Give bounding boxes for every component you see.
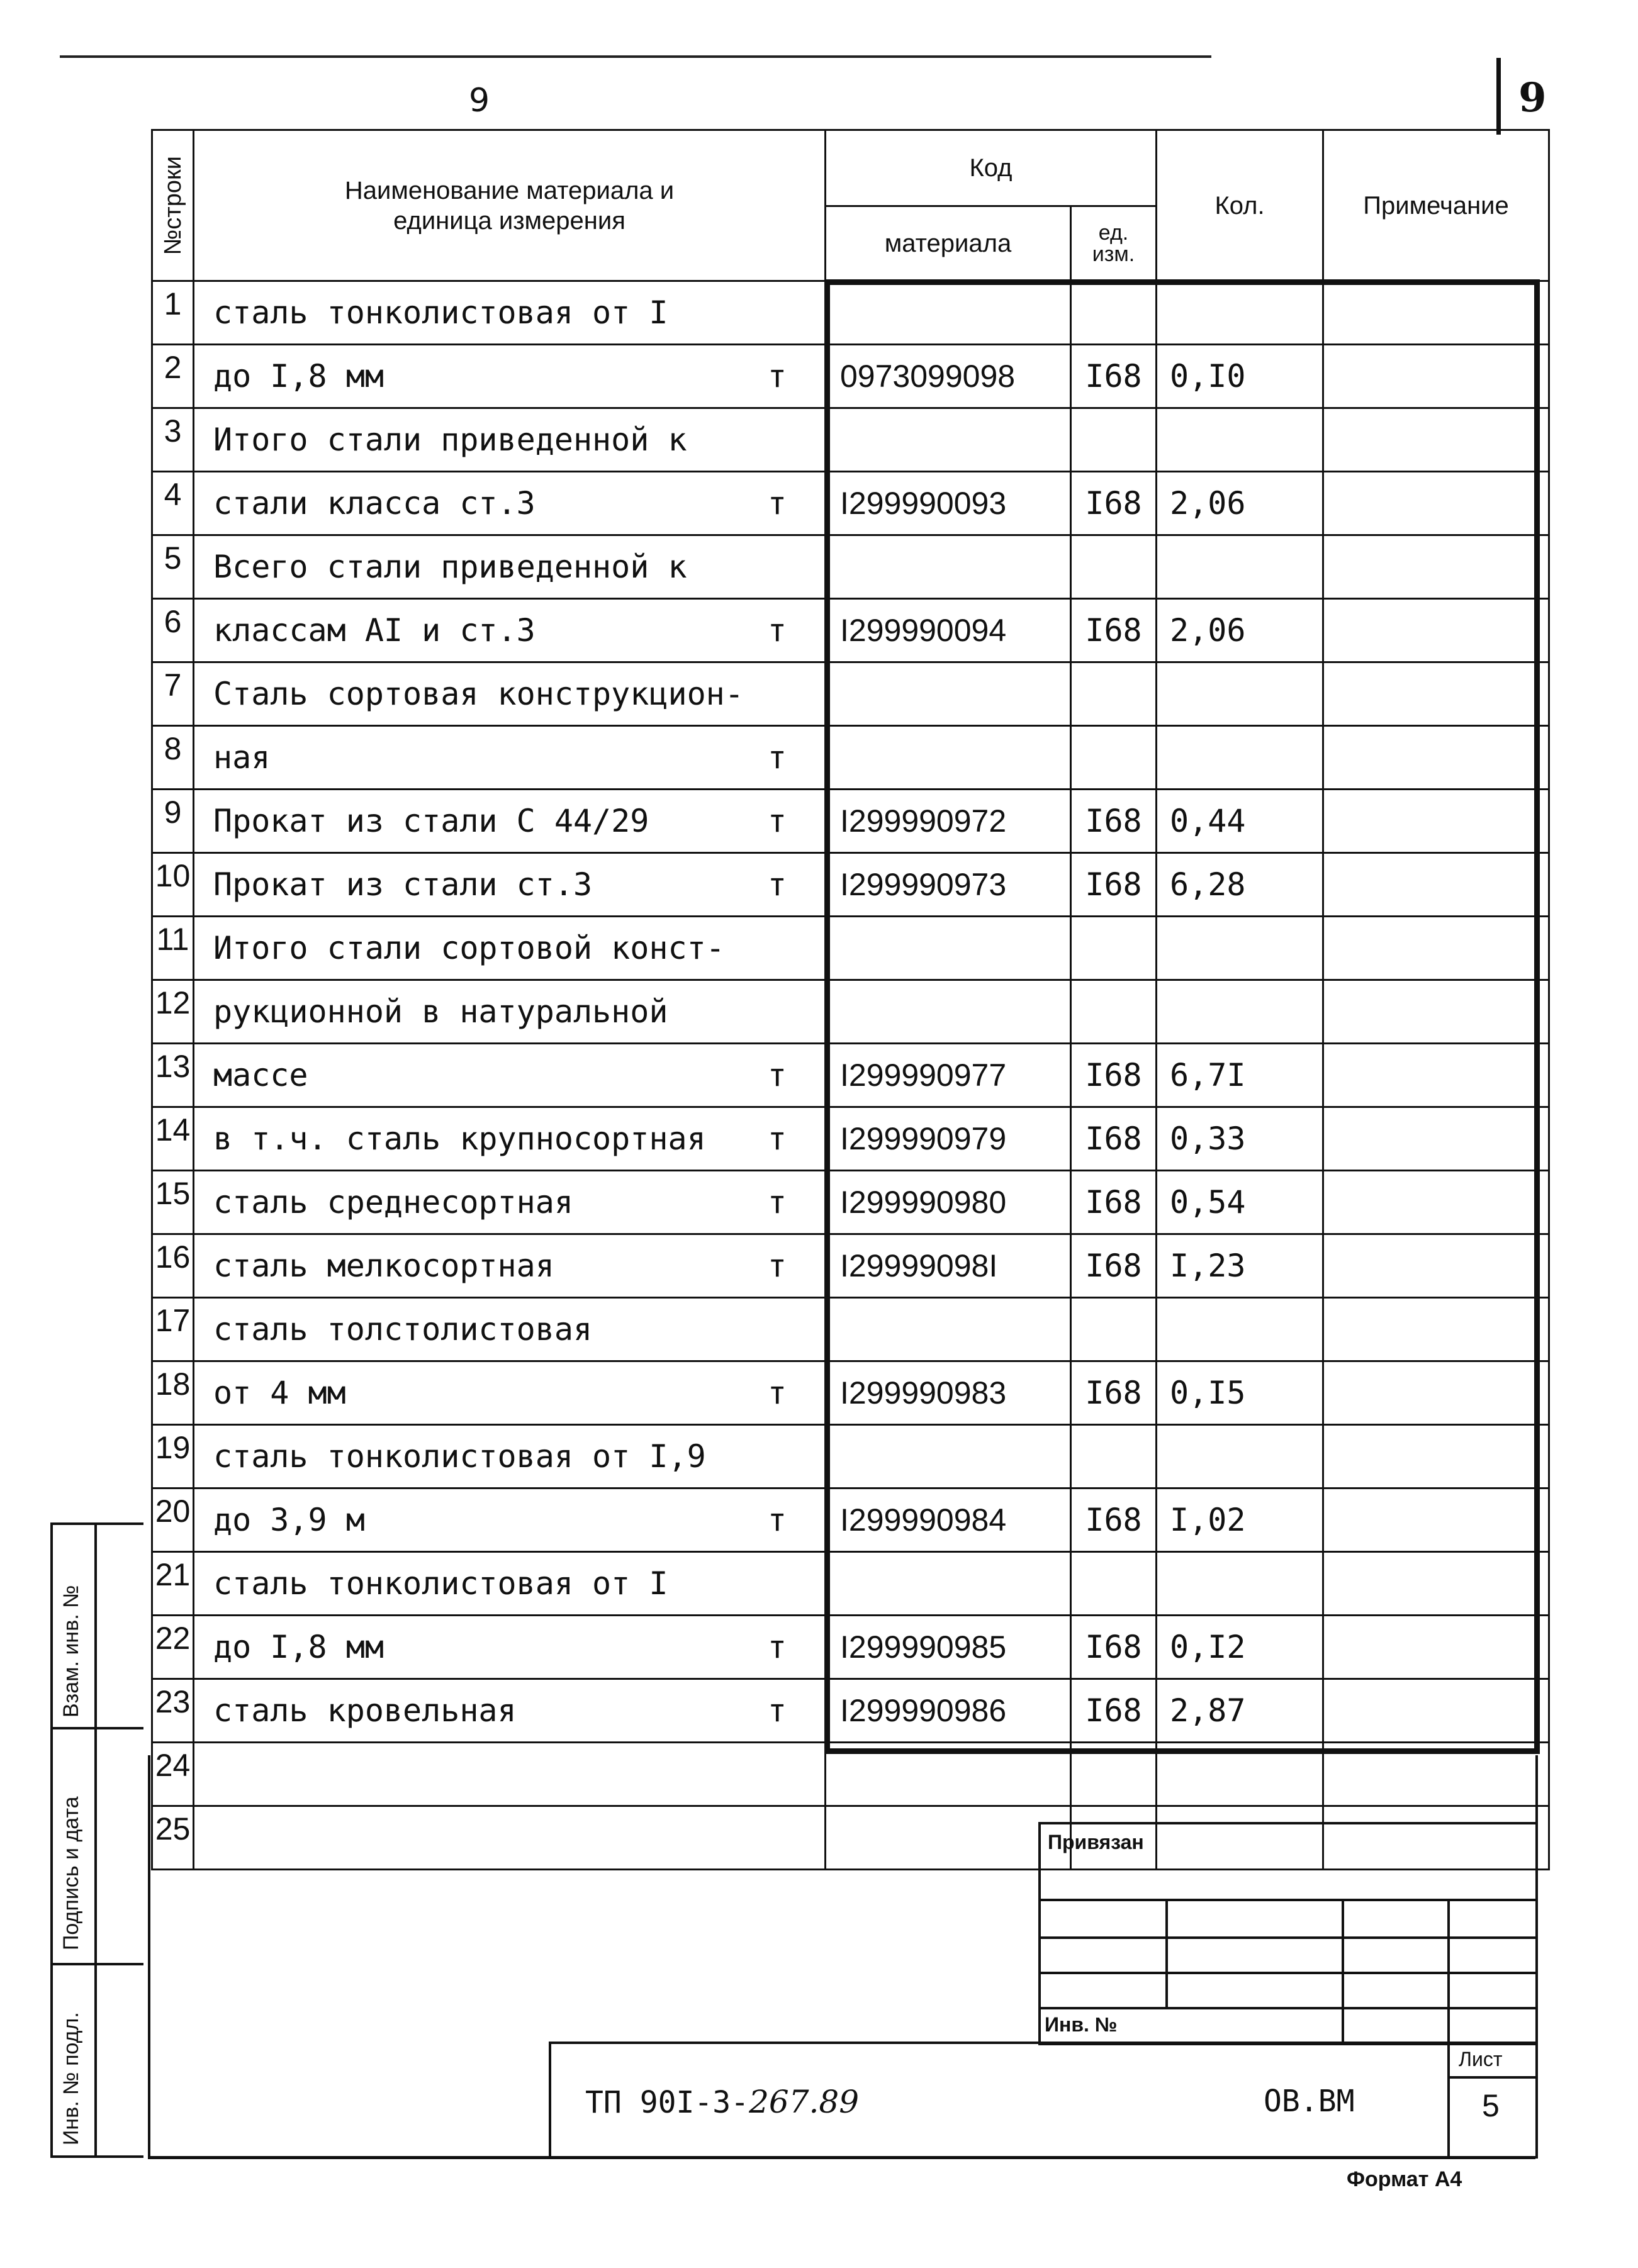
unit-code: [1071, 1743, 1157, 1806]
material-name: сталь тонколистовая от I,9: [213, 1438, 706, 1475]
unit-code: I68: [1071, 1044, 1157, 1107]
quantity: [1157, 1552, 1323, 1616]
materials-table: [151, 129, 1550, 1870]
material-name: классам AI и ст.3: [213, 612, 536, 649]
material-code: [826, 726, 1071, 790]
margin-swap-inventory: Взам. инв. №: [59, 1585, 83, 1718]
material-name-cell: [194, 917, 826, 980]
quantity: 6,28: [1157, 853, 1323, 917]
unit-code: [1071, 281, 1157, 345]
row-number: 23: [152, 1679, 194, 1743]
margin-divider: [50, 1522, 143, 1525]
row-number: 16: [152, 1234, 194, 1298]
table-row: [152, 599, 1549, 662]
corner-mark: [1496, 58, 1501, 135]
row-number: 24: [152, 1743, 194, 1806]
measure-unit: т: [767, 1375, 787, 1411]
note: [1323, 1489, 1549, 1552]
header-name: Наименование материала и единица измерения: [194, 130, 826, 281]
unit-code: [1071, 1425, 1157, 1489]
unit-code: [1071, 408, 1157, 472]
row-number: 19: [152, 1425, 194, 1489]
table-row: [152, 1616, 1549, 1679]
material-name: до 3,9 м: [213, 1502, 365, 1538]
table-row: [152, 1489, 1549, 1552]
material-name-cell: [194, 1552, 826, 1616]
material-name: сталь тонколистовая от I: [213, 294, 668, 331]
unit-code: I68: [1071, 345, 1157, 408]
table-row: [152, 853, 1549, 917]
unit-code: I68: [1071, 1234, 1157, 1298]
table-row: [152, 662, 1549, 726]
material-code: I299990986: [826, 1679, 1071, 1743]
unit-code: I68: [1071, 1171, 1157, 1234]
header-qty: Кол.: [1157, 130, 1323, 281]
material-name-cell: [194, 1298, 826, 1361]
row-number: 22: [152, 1616, 194, 1679]
binding-col: [1165, 1899, 1168, 2007]
material-code: I299990977: [826, 1044, 1071, 1107]
row-number: 9: [152, 790, 194, 853]
quantity: [1157, 281, 1323, 345]
quantity: 0,33: [1157, 1107, 1323, 1171]
measure-unit: т: [767, 358, 787, 394]
row-number: 8: [152, 726, 194, 790]
material-code: [826, 1806, 1071, 1870]
material-name-cell: [194, 1616, 826, 1679]
material-name-cell: [194, 1489, 826, 1552]
unit-code: [1071, 726, 1157, 790]
unit-code: I68: [1071, 790, 1157, 853]
quantity: 0,I2: [1157, 1616, 1323, 1679]
quantity: I,02: [1157, 1489, 1323, 1552]
material-name: рукционной в натуральной: [213, 993, 668, 1030]
section-code: ОВ.ВМ: [1264, 2084, 1355, 2119]
material-name-cell: [194, 345, 826, 408]
table-row: [152, 408, 1549, 472]
material-name: сталь толстолистовая: [213, 1311, 593, 1348]
table-row: [152, 1552, 1549, 1616]
material-code: [826, 408, 1071, 472]
table-row: [152, 1044, 1549, 1107]
note: [1323, 1679, 1549, 1743]
material-code: I299990094: [826, 599, 1071, 662]
material-name: сталь мелкосортная: [213, 1248, 554, 1284]
note: [1323, 408, 1549, 472]
material-name-cell: [194, 662, 826, 726]
material-code: I299990985: [826, 1616, 1071, 1679]
table-row: [152, 790, 1549, 853]
top-rule: [60, 55, 1211, 58]
binding-label: Привязан: [1048, 1831, 1144, 1853]
material-name-cell: [194, 281, 826, 345]
margin-divider: [50, 1963, 143, 1965]
unit-code: I68: [1071, 1361, 1157, 1425]
row-number: 1: [152, 281, 194, 345]
table-row: [152, 1361, 1549, 1425]
table-row: [152, 535, 1549, 599]
material-code: [826, 281, 1071, 345]
material-name: ная: [213, 739, 271, 776]
unit-code: I68: [1071, 853, 1157, 917]
unit-code: I68: [1071, 1679, 1157, 1743]
material-name-cell: [194, 1425, 826, 1489]
binding-line: [1038, 1899, 1538, 1901]
inventory-label: Инв. №: [1045, 2013, 1118, 2036]
quantity: [1157, 726, 1323, 790]
measure-unit: т: [767, 612, 787, 649]
quantity: [1157, 662, 1323, 726]
material-code: I299990980: [826, 1171, 1071, 1234]
material-name-cell: [194, 1107, 826, 1171]
table-row: [152, 1171, 1549, 1234]
note: [1323, 1298, 1549, 1361]
row-number: 18: [152, 1361, 194, 1425]
measure-unit: т: [767, 1120, 787, 1157]
material-name-cell: [194, 1171, 826, 1234]
material-name-cell: [194, 1743, 826, 1806]
material-name-cell: [194, 980, 826, 1044]
note: [1323, 535, 1549, 599]
material-name: до I,8 мм: [213, 1629, 384, 1665]
material-code: I299990983: [826, 1361, 1071, 1425]
quantity: 0,I5: [1157, 1361, 1323, 1425]
material-name-cell: [194, 1044, 826, 1107]
quantity: 6,7I: [1157, 1044, 1323, 1107]
table-row: [152, 281, 1549, 345]
material-name-cell: [194, 599, 826, 662]
material-name-cell: [194, 726, 826, 790]
unit-code: I68: [1071, 599, 1157, 662]
row-number: 12: [152, 980, 194, 1044]
quantity: 0,I0: [1157, 345, 1323, 408]
material-code: [826, 1298, 1071, 1361]
material-code: I299990984: [826, 1489, 1071, 1552]
frame-left: [148, 1755, 150, 2158]
row-number: 5: [152, 535, 194, 599]
binding-block: [1038, 1822, 1538, 2045]
note: [1323, 1234, 1549, 1298]
note: [1323, 1552, 1549, 1616]
document-code: ТП 90I-3-267.89: [585, 2084, 860, 2120]
unit-code: I68: [1071, 1489, 1157, 1552]
material-name-cell: [194, 853, 826, 917]
quantity: 0,54: [1157, 1171, 1323, 1234]
quantity: I,23: [1157, 1234, 1323, 1298]
material-name-cell: [194, 1679, 826, 1743]
sheet-label: Лист: [1459, 2048, 1503, 2070]
material-name-cell: [194, 408, 826, 472]
unit-code: I68: [1071, 1616, 1157, 1679]
note: [1323, 472, 1549, 535]
table-row: [152, 1298, 1549, 1361]
material-code: 0973099098: [826, 345, 1071, 408]
note: [1323, 726, 1549, 790]
measure-unit: т: [767, 803, 787, 839]
note: [1323, 662, 1549, 726]
margin-col-mid: [94, 1522, 97, 2158]
material-name-cell: [194, 1234, 826, 1298]
quantity: [1157, 980, 1323, 1044]
row-number: 20: [152, 1489, 194, 1552]
table-row: [152, 1679, 1549, 1743]
quantity: [1157, 535, 1323, 599]
material-name: до I,8 мм: [213, 358, 384, 394]
material-name: сталь кровельная: [213, 1692, 517, 1729]
page-number-top: 9: [469, 82, 490, 120]
material-name-cell: [194, 1361, 826, 1425]
material-name: сталь среднесортная: [213, 1184, 573, 1221]
note: [1323, 917, 1549, 980]
quantity: [1157, 1425, 1323, 1489]
quantity: 0,44: [1157, 790, 1323, 853]
material-code: I299990973: [826, 853, 1071, 917]
unit-code: I68: [1071, 472, 1157, 535]
row-number: 7: [152, 662, 194, 726]
header-material-code: материала: [826, 206, 1071, 281]
material-name-cell: [194, 790, 826, 853]
measure-unit: т: [767, 1057, 787, 1093]
material-code: [826, 535, 1071, 599]
quantity: [1157, 408, 1323, 472]
table-row: [152, 1107, 1549, 1171]
table-row: [152, 917, 1549, 980]
material-code: [826, 1425, 1071, 1489]
material-code: I29999098I: [826, 1234, 1071, 1298]
unit-code: [1071, 917, 1157, 980]
row-number: 4: [152, 472, 194, 535]
header-code: Код: [826, 130, 1157, 206]
margin-divider: [50, 1727, 143, 1729]
material-code: I299990972: [826, 790, 1071, 853]
table-row: [152, 1743, 1549, 1806]
material-code: [826, 1743, 1071, 1806]
quantity: 2,06: [1157, 472, 1323, 535]
material-code: [826, 662, 1071, 726]
binding-line: [1038, 2007, 1538, 2009]
material-name: Прокат из стали С 44/29: [213, 803, 649, 839]
note: [1323, 599, 1549, 662]
material-code: [826, 917, 1071, 980]
measure-unit: т: [767, 1629, 787, 1665]
row-number: 11: [152, 917, 194, 980]
binding-line: [1038, 1936, 1538, 1939]
row-number: 13: [152, 1044, 194, 1107]
material-name: Прокат из стали ст.3: [213, 866, 593, 903]
material-name: сталь тонколистовая от I: [213, 1565, 668, 1602]
note: [1323, 1171, 1549, 1234]
material-code: [826, 1552, 1071, 1616]
note: [1323, 980, 1549, 1044]
material-name: в т.ч. сталь крупносортная: [213, 1120, 706, 1157]
measure-unit: т: [767, 1248, 787, 1284]
header-row-number: №строки: [152, 130, 194, 281]
quantity: 2,87: [1157, 1679, 1323, 1743]
unit-code: [1071, 1552, 1157, 1616]
binding-col: [1342, 1899, 1344, 2045]
table-row: [152, 980, 1549, 1044]
header-note: Примечание: [1323, 130, 1549, 281]
material-code: I299990979: [826, 1107, 1071, 1171]
paper-format: Формат А4: [1347, 2167, 1462, 2191]
material-name-cell: [194, 535, 826, 599]
material-name: Итого стали сортовой конст-: [213, 930, 725, 966]
note: [1323, 281, 1549, 345]
material-code: I299990093: [826, 472, 1071, 535]
measure-unit: т: [767, 1502, 787, 1538]
margin-divider: [50, 2155, 143, 2158]
row-number: 6: [152, 599, 194, 662]
note: [1323, 1616, 1549, 1679]
row-number: 14: [152, 1107, 194, 1171]
page-number-corner: 9: [1518, 74, 1547, 121]
row-number: 2: [152, 345, 194, 408]
quantity: 2,06: [1157, 599, 1323, 662]
unit-code: [1071, 662, 1157, 726]
margin-signature-date: Подпись и дата: [59, 1796, 83, 1950]
margin-original-inventory: Инв. № подл.: [59, 2012, 83, 2145]
row-number: 25: [152, 1806, 194, 1870]
table-row: [152, 1425, 1549, 1489]
quantity: [1157, 917, 1323, 980]
material-name: стали класса ст.3: [213, 485, 536, 522]
note: [1323, 1107, 1549, 1171]
quantity: [1157, 1298, 1323, 1361]
measure-unit: т: [767, 866, 787, 903]
material-name: Всего стали приведенной к: [213, 549, 687, 585]
unit-code: [1071, 980, 1157, 1044]
row-number: 3: [152, 408, 194, 472]
measure-unit: т: [767, 739, 787, 776]
binding-col: [1447, 1899, 1450, 2045]
table-row: [152, 726, 1549, 790]
material-name-cell: [194, 1806, 826, 1870]
row-number: 15: [152, 1171, 194, 1234]
header-unit-code: ед. изм.: [1071, 206, 1157, 281]
measure-unit: т: [767, 1692, 787, 1729]
material-name: Сталь сортовая конструкцион-: [213, 676, 744, 712]
margin-col-left: [50, 1522, 53, 2158]
measure-unit: т: [767, 1184, 787, 1221]
unit-code: [1071, 535, 1157, 599]
row-number: 10: [152, 853, 194, 917]
table-row: [152, 1234, 1549, 1298]
margin-stamp: [50, 1522, 143, 2158]
note: [1323, 853, 1549, 917]
materials-table-body: [152, 281, 1549, 1870]
material-name: Итого стали приведенной к: [213, 422, 687, 458]
material-name: массе: [213, 1057, 308, 1093]
note: [1323, 1743, 1549, 1806]
table-row: [152, 472, 1549, 535]
material-name: от 4 мм: [213, 1375, 346, 1411]
sheet-number: 5: [1482, 2088, 1500, 2123]
row-number: 21: [152, 1552, 194, 1616]
material-name-cell: [194, 472, 826, 535]
note: [1323, 345, 1549, 408]
material-code: [826, 980, 1071, 1044]
sheet-divider: [1447, 2076, 1538, 2079]
quantity: [1157, 1743, 1323, 1806]
note: [1323, 790, 1549, 853]
note: [1323, 1361, 1549, 1425]
sheet-divider: [1447, 2042, 1450, 2159]
unit-code: I68: [1071, 1107, 1157, 1171]
table-row: [152, 345, 1549, 408]
note: [1323, 1425, 1549, 1489]
row-number: 17: [152, 1298, 194, 1361]
measure-unit: т: [767, 485, 787, 522]
note: [1323, 1044, 1549, 1107]
unit-code: [1071, 1298, 1157, 1361]
binding-line: [1038, 1972, 1538, 1974]
